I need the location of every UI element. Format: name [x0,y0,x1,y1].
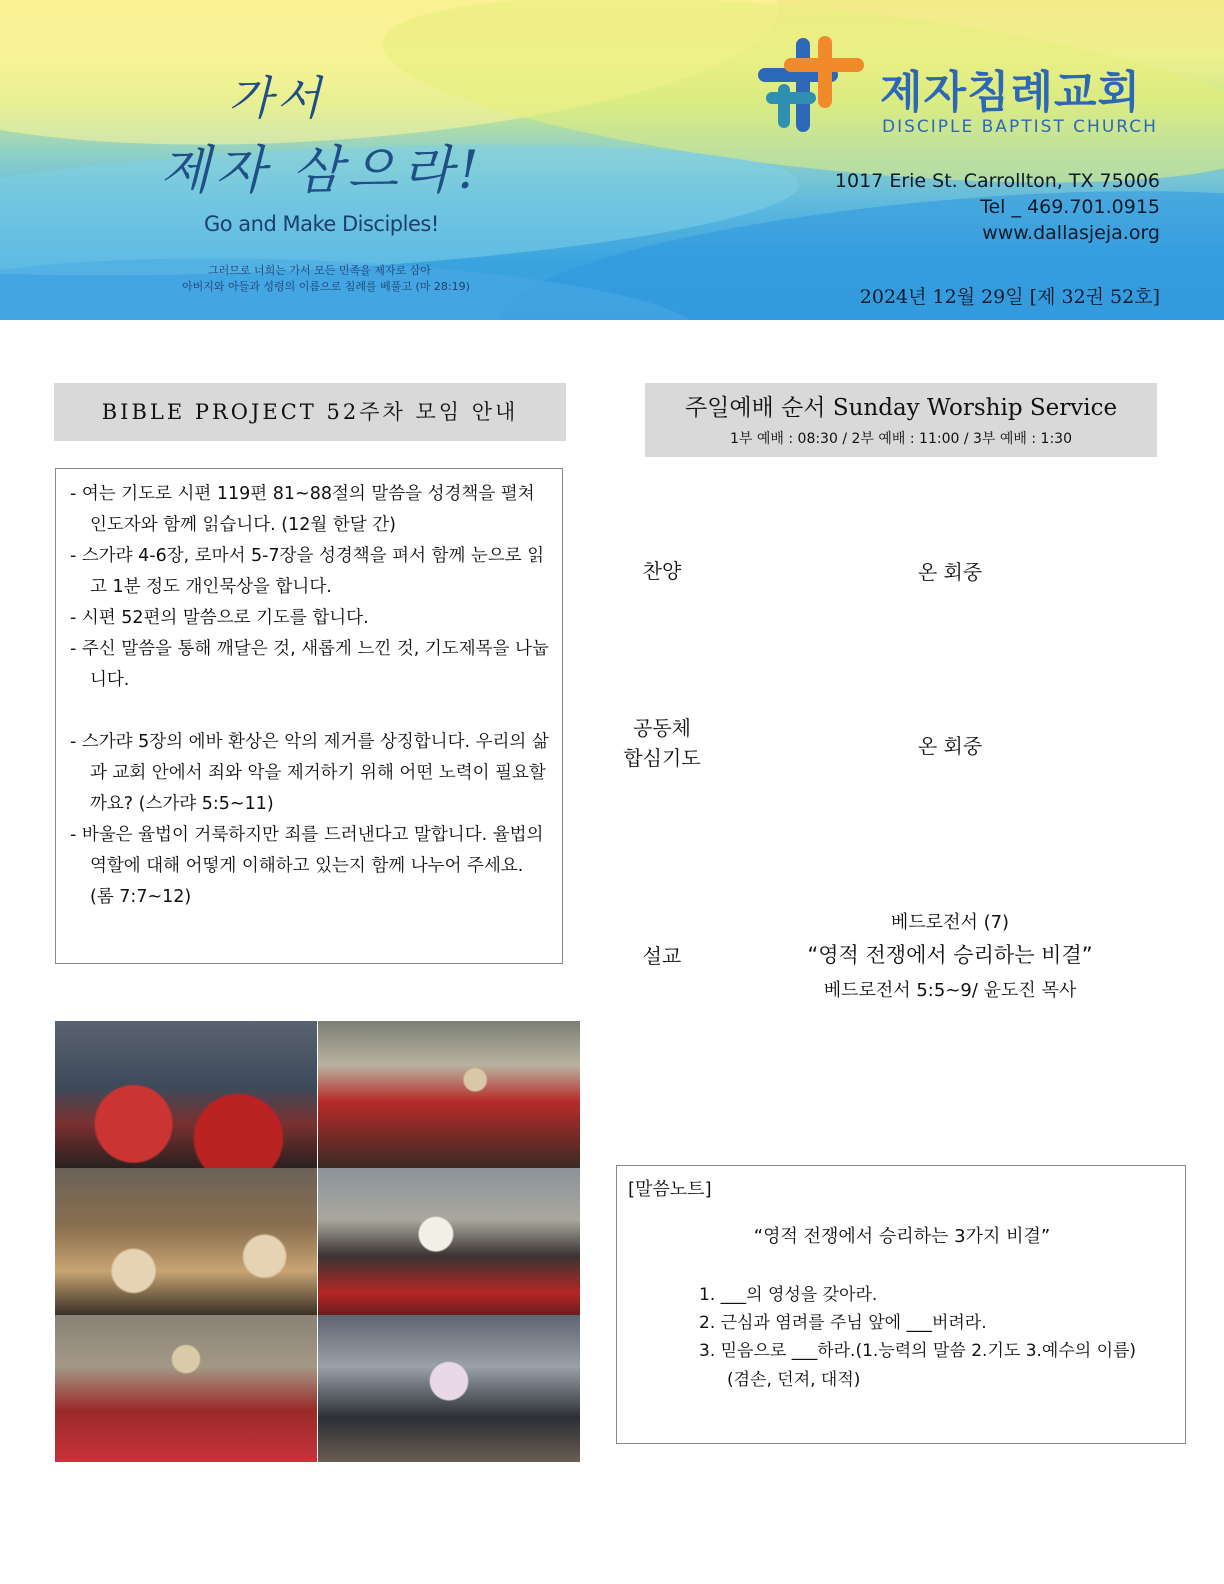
worship-service-times: 1부 예배 : 08:30 / 2부 예배 : 11:00 / 3부 예배 : 1:30 [729,431,1072,447]
church-website[interactable]: www.dallasjeja.org [982,222,1160,244]
order-label-prayer [600,713,724,773]
sermon-book: 베드로전서 (7) [890,912,1010,933]
worship-service-title: 주일예배 순서 Sunday Worship Service [684,395,1118,421]
slogan-english: Go and Make Disciples! [204,212,439,236]
photo-stage-performance [318,1021,580,1168]
sermon-note-title: “영적 전쟁에서 승리하는 3가지 비결” [753,1226,1051,1247]
order-value-prayer: 온 회중 [917,734,983,758]
bible-project-title: BIBLE PROJECT 52주차 모임 안내 [54,383,566,441]
photo-choir-performance [55,1315,317,1462]
sermon-title: “영적 전쟁에서 승리하는 비결” [807,943,1093,967]
slogan-line-1: 가서 [228,71,325,125]
church-phone: Tel _ 469.701.0915 [980,196,1160,218]
list-item: 2. 근심과 염려를 주님 앞에 ___버려라. [699,1313,987,1333]
order-label-praise: 찬양 [642,559,682,583]
list-item: - 스가랴 5장의 에바 환상은 악의 제거를 상징합니다. 우리의 삶과 교회 안에서 죄와 악을 제거하기 위해 어떤 노력이 필요할까요? (스가랴 5:5~11) [70,732,549,814]
header-banner [0,0,1224,320]
order-label-prayer-text: 공동체 합심기도 [623,716,701,770]
photo-dinner-table [55,1168,317,1315]
order-label-sermon: 설교 [642,944,682,968]
list-item: - 바울은 율법이 거룩하지만 죄를 드러낸다고 말합니다. 율법의 역할에 대해 어떻게 이해하고 있는지 함께 나누어 주세요. (롬 7:7~12) [70,825,544,907]
list-item: - 스가랴 4-6장, 로마서 5-7장을 성경책을 펴서 함께 눈으로 읽고 1분 정도 개인묵상을 합니다. [70,546,545,597]
sermon-note-points [699,1281,1136,1365]
cross-logo-icon [756,34,868,134]
list-item: 3. 믿음으로 ___하라.(1.능력의 말씀 2.기도 3.예수의 이름) [699,1341,1137,1361]
bible-project-box [55,468,563,964]
slogan-line-2: 제자 삼으라! [160,141,484,201]
church-name-korean: 제자침례교회 [880,67,1142,118]
bible-project-list [64,479,550,913]
photo-orchestra [318,1168,580,1315]
list-spacer [64,696,550,727]
list-item: - 시편 52편의 말씀으로 기도를 합니다. [70,608,369,628]
list-item: - 여는 기도로 시편 119편 81~88절의 말씀을 성경책을 펼쳐 인도자와 함께 읽습니다. (12월 한달 간) [70,484,535,535]
sermon-note-box [616,1165,1186,1444]
list-item: - 주신 말씀을 통해 깨달은 것, 새롭게 느낀 것, 기도제목을 나눕니다. [70,639,549,690]
sermon-note-hint: (겸손, 던져, 대적) [727,1370,861,1390]
verse-line-2: 아버지와 아들과 성령의 이름으로 침례를 베풀고 (마 28:19) [182,280,470,293]
order-value-praise: 온 회중 [917,560,983,584]
list-item: 1. ___의 영성을 갖아라. [699,1285,878,1305]
verse-line-1: 그러므로 너희는 가서 모든 민족을 제자로 삼아 [208,264,431,277]
sermon-note-heading: [말씀노트] [628,1179,712,1200]
church-address: 1017 Erie St. Carrollton, TX 75006 [834,170,1160,192]
photo-group-portrait [318,1315,580,1462]
worship-service-header [645,383,1157,457]
sermon-reference: 베드로전서 5:5~9/ 윤도진 목사 [823,980,1077,1001]
issue-date: 2024년 12월 29일 [제 32권 52호] [859,286,1160,308]
photo-fellowship-meal [55,1021,317,1168]
photo-collage [55,1021,580,1462]
church-name-english: DISCIPLE BAPTIST CHURCH [882,117,1158,137]
